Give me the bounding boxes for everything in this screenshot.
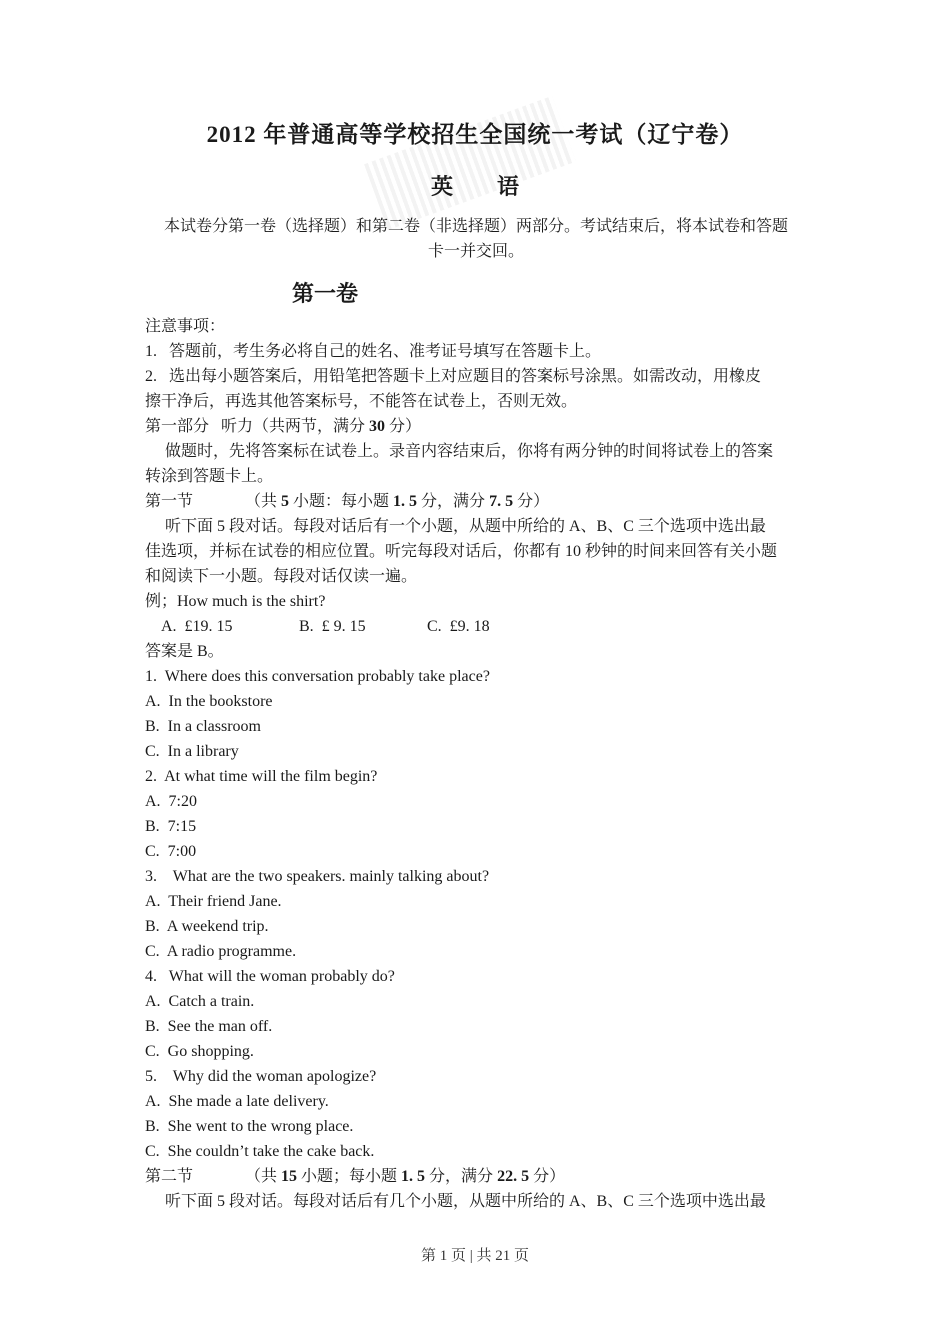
note-item: 2. 选出每小题答案后，用铅笔把答题卡上对应题目的答案标号涂黑。如需改动，用橡皮 [145,368,762,385]
option: A. Their friend Jane. [145,893,282,910]
option: A. 7:20 [145,793,197,810]
note-item: 擦干净后，再选其他答案标号，不能答在试卷上，否则无效。 [145,393,578,410]
section-total-score: 7. 5 [489,493,514,510]
section-text: （共 [245,1168,282,1185]
subject-title [0,170,950,201]
option: C. 7:00 [145,843,197,860]
notes-heading: 注意事项： [145,318,226,335]
example-options [145,614,810,639]
question: 1. Where does this conversation probably take place? [145,668,490,685]
intro-line: 卡一并交回。 [427,243,524,260]
section1-heading [145,489,810,514]
option: C. Go shopping. [145,1043,254,1060]
question: 3. What are the two speakers. mainly talking about? [145,868,490,885]
part1-score: 30 [369,418,386,435]
question: 2. At what time will the film begin? [145,768,378,785]
section-per-score: 1. 5 [401,1168,426,1185]
section-count: 15 [281,1168,298,1185]
option: B. See the man off. [145,1018,273,1035]
section2-heading [145,1164,810,1189]
section-text: 分） [513,493,550,510]
part1-heading-text: 第一部分 听力（共两节，满分 [145,418,370,435]
note-item: 1. 答题前，考生务必将自己的姓名、准考证号填写在答题卡上。 [145,343,602,360]
section1-instruction: 听下面 5 段对话。每段对话后有一个小题，从题中所给的 A、B、C 三个选项中选出最 [165,518,766,535]
section-text: 分，满分 [425,1168,498,1185]
subject-char-1: 英 [430,174,453,199]
volume-heading: 第一卷 [292,282,359,307]
document-body [145,314,810,1214]
section-text: （共 [245,493,282,510]
question: 4. What will the woman probably do? [145,968,395,985]
section-per-score: 1. 5 [393,493,418,510]
subject-char-2: 语 [497,174,520,199]
section1-instruction: 和阅读下一小题。每段对话仅读一遍。 [145,568,418,585]
section-text: 分） [529,1168,566,1185]
part1-instruction: 做题时，先将答案标在试卷上。录音内容结束后，你将有两分钟的时间将试卷上的答案 [165,443,774,460]
section-text: 小题：每小题 [289,493,394,510]
option: B. In a classroom [145,718,261,735]
part1-heading-text: 分） [385,418,422,435]
section-label: 第一节 [145,493,194,510]
part1-heading [145,414,810,439]
section2-instruction: 听下面 5 段对话。每段对话后有几个小题，从题中所给的 A、B、C 三个选项中选出最 [165,1193,766,1210]
option: A. In the bookstore [145,693,273,710]
example-option: A. £19. 15 [161,618,233,635]
example-answer: 答案是 B。 [145,643,224,660]
intro-line: 本试卷分第一卷（选择题）和第二卷（非选择题）两部分。考试结束后，将本试卷和答题 [163,218,788,235]
section-count: 5 [281,493,290,510]
example-question: 例；How much is the shirt? [145,593,326,610]
section-label: 第二节 [145,1168,194,1185]
intro-paragraph [146,214,806,264]
example-option: B. £ 9. 15 [299,618,366,635]
option: A. Catch a train. [145,993,255,1010]
option: C. She couldn’t take the cake back. [145,1143,375,1160]
option: B. A weekend trip. [145,918,269,935]
option: B. 7:15 [145,818,197,835]
option: A. She made a late delivery. [145,1093,329,1110]
question: 5. Why did the woman apologize? [145,1068,377,1085]
option: B. She went to the wrong place. [145,1118,354,1135]
page-footer: 第 1 页 | 共 21 页 [420,1248,529,1264]
example-option: C. £9. 18 [427,618,490,635]
section-total-score: 22. 5 [497,1168,530,1185]
option: C. A radio programme. [145,943,297,960]
part1-instruction: 转涂到答题卡上。 [145,468,274,485]
section1-instruction: 佳选项，并标在试卷的相应位置。听完每段对话后，你都有 10 秒钟的时间来回答有关小题 [145,543,778,560]
section-text: 分，满分 [417,493,490,510]
option: C. In a library [145,743,239,760]
section-text: 小题；每小题 [297,1168,402,1185]
exam-title: 2012 年普通高等学校招生全国统一考试（辽宁卷） [206,122,744,147]
